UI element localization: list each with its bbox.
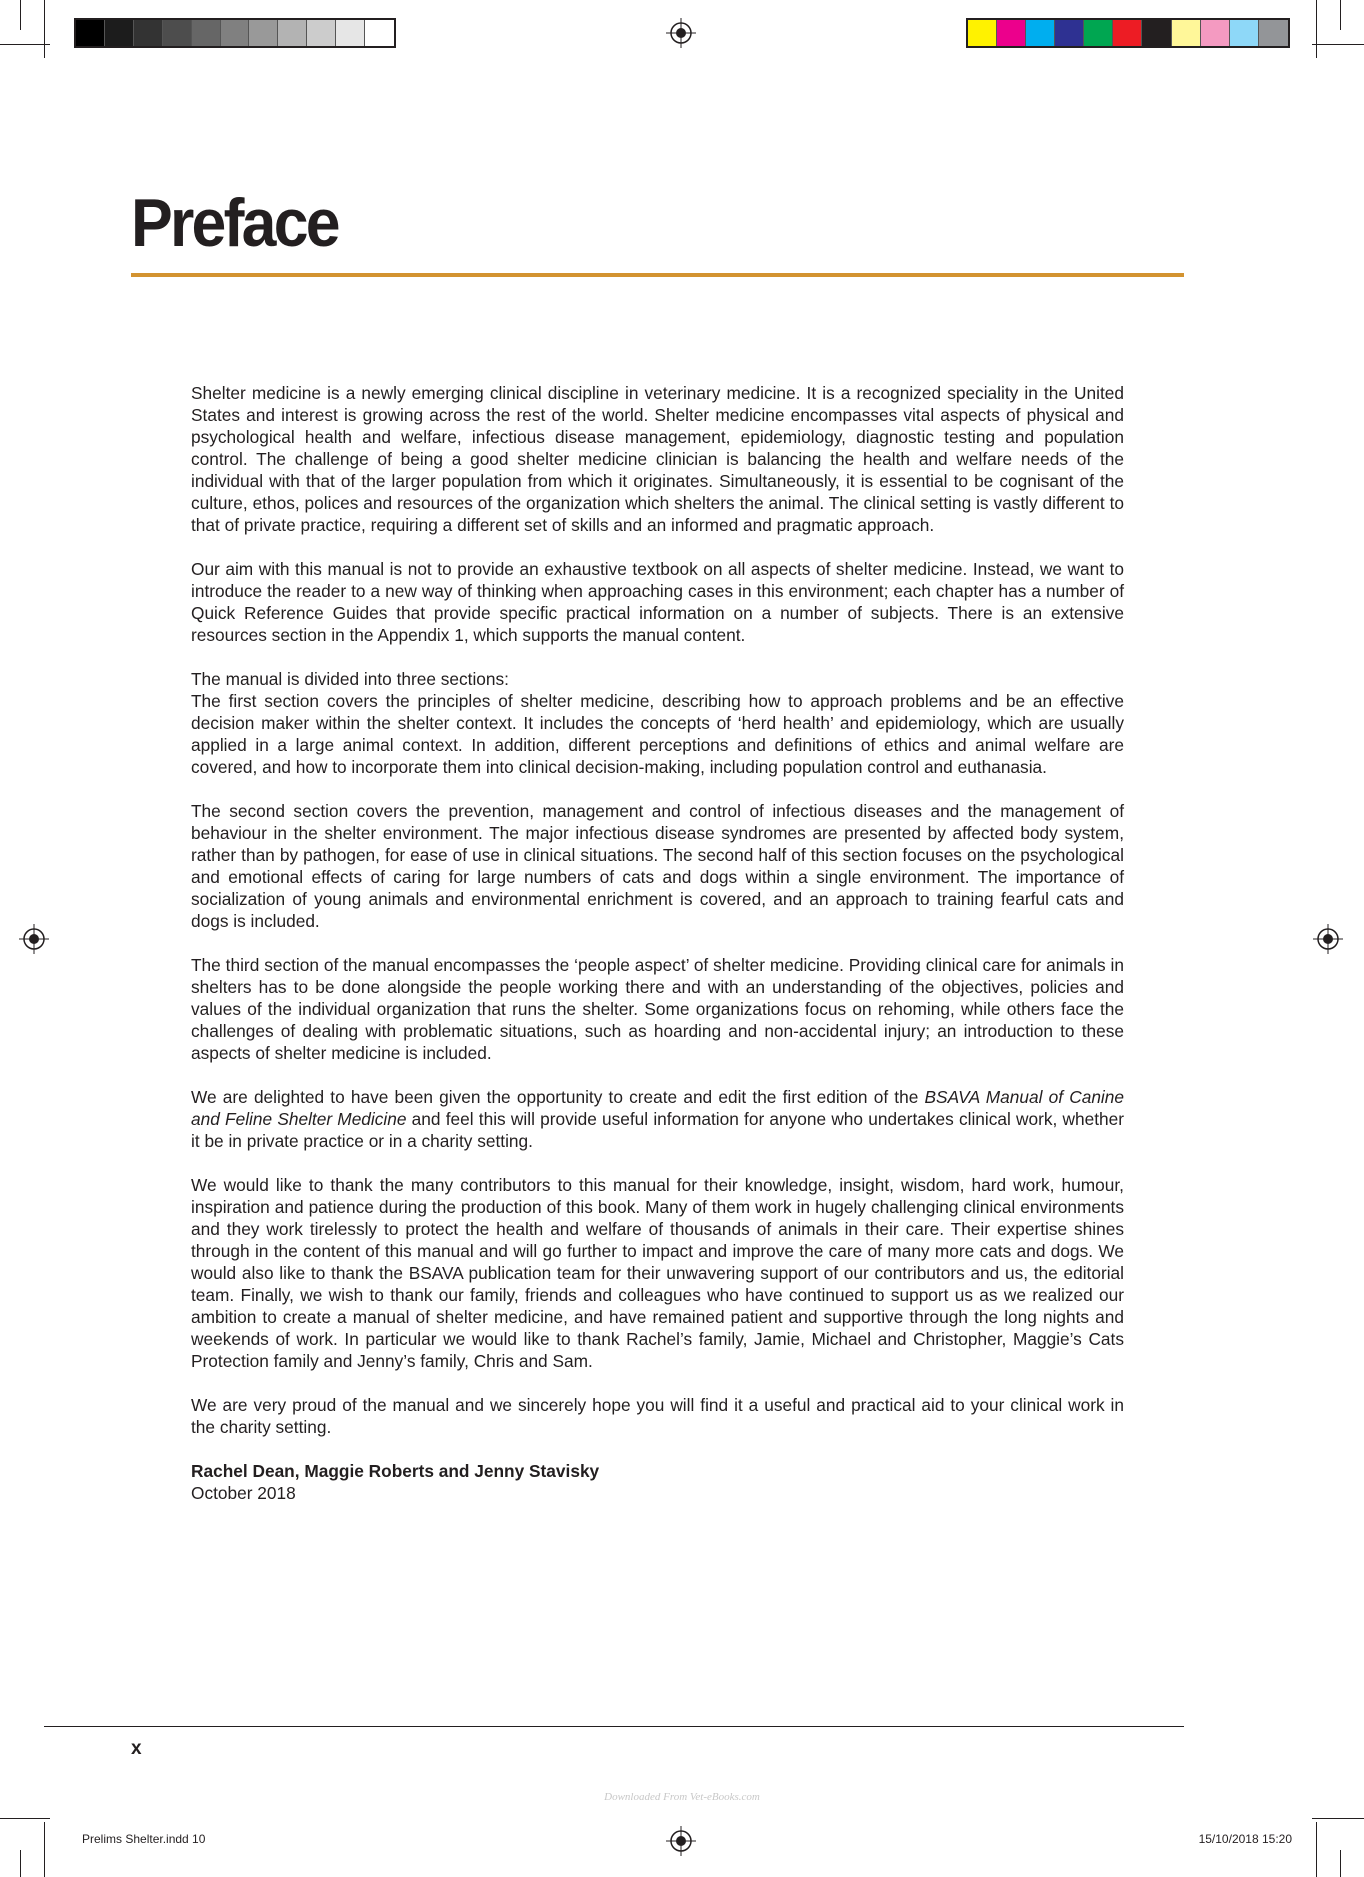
color-swatch (192, 20, 221, 46)
crop-mark (1316, 1822, 1317, 1877)
color-swatch (1230, 20, 1259, 46)
slug-timestamp: 15/10/2018 15:20 (1198, 1832, 1292, 1846)
registration-mark-icon (666, 18, 696, 48)
crop-mark (20, 0, 21, 30)
crop-mark (44, 0, 45, 58)
color-swatch (1026, 20, 1055, 46)
color-swatch (1055, 20, 1084, 46)
color-swatch (336, 20, 365, 46)
paragraph: The third section of the manual encompasses the ‘people aspect’ of shelter medicine. Providing clinical care for animals in shelters has to be done alongside the people working there and with an understanding of the objectives, policies and values of the individual organization that runs the shelter. Some organizations focus on rehoming, while others face the challenges of dealing with problematic situations, such as hoarding and non-accidental injury; an introduction to these aspects of shelter medicine is included. (191, 955, 1124, 1063)
page-title: Preface (131, 185, 338, 261)
crop-mark (1340, 0, 1341, 30)
slug-filename: Prelims Shelter.indd 10 (82, 1832, 206, 1846)
color-swatch (249, 20, 278, 46)
color-swatch (105, 20, 134, 46)
paragraph: The second section covers the prevention, management and control of infectious diseases and the management of behaviour in the shelter environment. The major infectious disease syndromes are presented by affected body system, rather than by pathogen, for ease of use in clinical situations. The second half of this section focuses on the psychological and emotional effects of caring for large numbers of cats and dogs within a single environment. The importance of socialization of young animals and environmental enrichment is covered, and an approach to training fearful cats and dogs is included. (191, 801, 1124, 931)
crop-mark (1340, 1850, 1341, 1877)
book-title: BSAVA Manual of Canine and Feline Shelter Medicine (191, 1087, 1124, 1129)
color-swatch (76, 20, 105, 46)
edition-text-after: and feel this will provide useful information for anyone who undertakes clinical work, whether it be in private practice or in a charity setting. (191, 1109, 1125, 1151)
crop-mark (1312, 1818, 1364, 1819)
color-swatch (1084, 20, 1113, 46)
color-swatch (1201, 20, 1230, 46)
paragraph (191, 1086, 1124, 1152)
title-rule (131, 273, 1184, 277)
color-swatch (1142, 20, 1171, 46)
color-swatch (968, 20, 997, 46)
color-swatch (1172, 20, 1201, 46)
paragraph: We would like to thank the many contributors to this manual for their knowledge, insight, wisdom, hard work, humour, inspiration and patience during the production of this book. Many of them work in hugely challenging clinical environments and they work tirelessly to protect the health and welfare of thousands of animals in their care. Their expertise shines through in the content of this manual and will go further to impact and improve the care of many more cats and dogs. We would also like to thank the BSAVA publication team for their unwavering support of our contributors and us, the editorial team. Finally, we wish to thank our family, friends and colleagues who have continued to support us as we realized our ambition to create a manual of shelter medicine, and have remained patient and supportive through the long nights and weekends of work. In particular we would like to thank Rachel’s family, Jamie, Michael and Christopher, Maggie’s Cats Protection family and Jenny’s family, Chris and Sam. (191, 1175, 1124, 1371)
color-swatch (365, 20, 394, 46)
color-swatch (134, 20, 163, 46)
sections-intro: The manual is divided into three sections: (191, 669, 509, 689)
paragraph: We are very proud of the manual and we sincerely hope you will find it a useful and practical aid to your clinical work in the charity setting. (191, 1395, 1124, 1437)
color-swatch (1259, 20, 1288, 46)
color-swatch (1113, 20, 1142, 46)
grayscale-color-bar (74, 18, 396, 48)
registration-mark-icon (19, 924, 49, 954)
registration-mark-icon (1313, 924, 1343, 954)
crop-mark (44, 1822, 45, 1877)
edition-text-before: We are delighted to have been given the opportunity to create and edit the first edition of the (191, 1087, 925, 1107)
crop-mark (1316, 0, 1317, 58)
color-swatch (221, 20, 250, 46)
paragraph: The first section covers the principles of shelter medicine, describing how to approach problems and be an effective decision maker within the shelter context. It includes the concepts of ‘herd health’ and epidemiology, which are usually applied in a large animal context. In addition, different perceptions and definitions of ethics and animal welfare are covered, and how to incorporate them into clinical decision-making, including population control and euthanasia. (191, 691, 1124, 777)
color-swatch (997, 20, 1026, 46)
paragraph: Our aim with this manual is not to provide an exhaustive textbook on all aspects of shelter medicine. Instead, we want to introduce the reader to a new way of thinking when approaching cases in this environment; each chapter has a number of Quick Reference Guides that provide specific practical information on a number of subjects. There is an extensive resources section in the Appendix 1, which supports the manual content. (191, 559, 1124, 645)
page-number: x (131, 1738, 142, 1759)
preface-body (191, 382, 1124, 1504)
color-swatch (278, 20, 307, 46)
paragraph: Shelter medicine is a newly emerging clinical discipline in veterinary medicine. It is a recognized speciality in the United States and interest is growing across the rest of the world. Shelter medicine encompasses vital aspects of physical and psychological health and welfare, infectious disease management, epidemiology, diagnostic testing and population control. The challenge of being a good shelter medicine clinician is balancing the health and welfare needs of the individual with that of the larger population from which it originates. Simultaneously, it is essential to be cognisant of the culture, ethos, polices and resources of the organization which shelters the animal. The clinical setting is vastly different to that of private practice, requiring a different set of skills and an informed and pragmatic approach. (191, 383, 1124, 535)
process-color-bar (966, 18, 1290, 48)
color-swatch (307, 20, 336, 46)
signature: Rachel Dean, Maggie Roberts and Jenny Stavisky (191, 1461, 600, 1481)
crop-mark (0, 1818, 50, 1819)
date: October 2018 (191, 1483, 296, 1503)
crop-mark (0, 44, 50, 45)
color-swatch (163, 20, 192, 46)
watermark: Downloaded From Vet-eBooks.com (604, 1791, 760, 1803)
footer-rule (44, 1726, 1184, 1727)
crop-mark (1312, 44, 1364, 45)
registration-mark-icon (666, 1826, 696, 1856)
crop-mark (20, 1850, 21, 1877)
